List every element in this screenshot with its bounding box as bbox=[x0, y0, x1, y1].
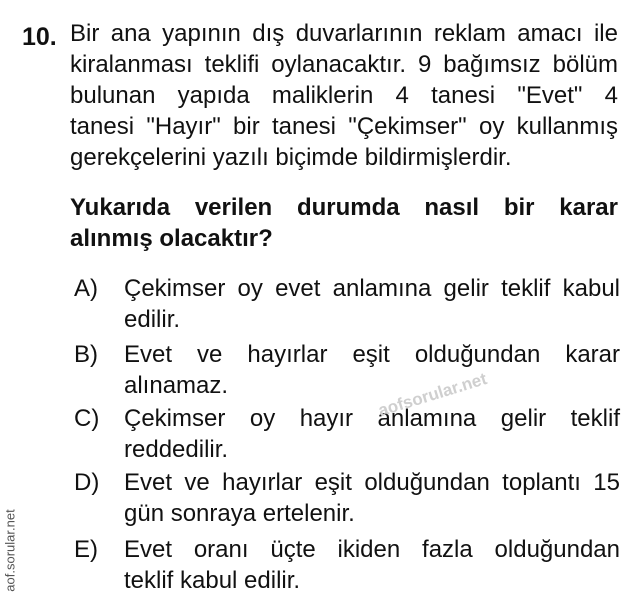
question-stem bbox=[70, 18, 618, 173]
question-number: 10. bbox=[22, 23, 57, 51]
option-line: Evet oranı üçte ikiden fazla olduğundan bbox=[124, 536, 620, 563]
question-prompt bbox=[70, 192, 618, 254]
option-text bbox=[124, 534, 620, 596]
option-letter: D) bbox=[74, 469, 100, 496]
option-letter: B) bbox=[74, 341, 98, 368]
option-line: Çekimser oy hayır anlamına gelir teklif bbox=[124, 405, 620, 432]
option-line: Evet ve hayırlar eşit olduğundan karar bbox=[124, 341, 620, 368]
option-line: Çekimser oy evet anlamına gelir teklif kabul bbox=[124, 275, 620, 302]
option-text bbox=[124, 339, 620, 401]
option-line: alınamaz. bbox=[124, 372, 229, 399]
stem-line: tanesi ʺHayırʺ bir tanesi ʺÇekimserʺ oy kullanmış bbox=[70, 113, 618, 140]
stem-line: Bir ana yapının dış duvarlarının reklam amacı ile bbox=[70, 20, 618, 47]
option-line: reddedilir. bbox=[124, 436, 229, 463]
prompt-line: alınmış olacaktır? bbox=[70, 225, 273, 252]
option-letter: C) bbox=[74, 405, 100, 432]
option-letter: A) bbox=[74, 275, 98, 302]
stem-line: gerekçelerini yazılı biçimde bildirmişlerdir. bbox=[70, 144, 512, 171]
option-line: gün sonraya ertelenir. bbox=[124, 500, 355, 527]
prompt-line: Yukarıda verilen durumda nasıl bir karar bbox=[70, 194, 618, 221]
stem-line: kiralanması teklifi oylanacaktır. 9 bağımsız bölüm bbox=[70, 51, 618, 78]
stem-line: bulunan yapıda maliklerin 4 tanesi ʺEvetʺ 4 bbox=[70, 82, 618, 109]
option-line: Evet ve hayırlar eşit olduğundan toplantı 15 bbox=[124, 469, 620, 496]
option-line: teklif kabul edilir. bbox=[124, 567, 301, 594]
watermark: aofsorular.net bbox=[376, 369, 490, 421]
option-text bbox=[124, 273, 620, 335]
option-text bbox=[124, 403, 620, 465]
option-text bbox=[124, 467, 620, 529]
side-watermark: aof.sorular.net bbox=[2, 509, 18, 592]
option-letter: E) bbox=[74, 536, 98, 563]
option-line: edilir. bbox=[124, 306, 181, 333]
